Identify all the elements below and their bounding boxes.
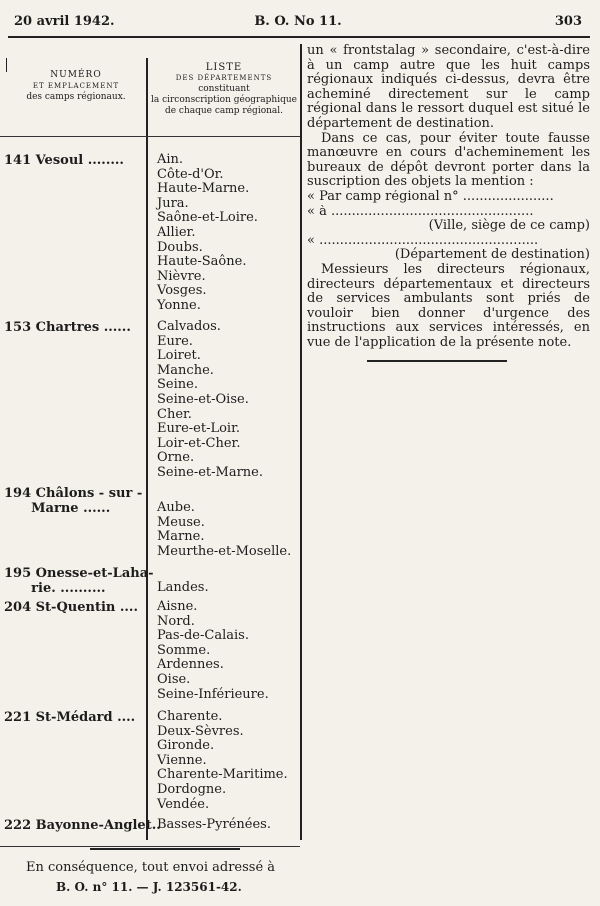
header-page-number: 303 — [554, 14, 582, 29]
department-item: Vendée. — [157, 796, 210, 812]
department-item: Eure-et-Loir. — [157, 421, 241, 437]
department-item: Ardennes. — [157, 657, 224, 673]
department-item: Pas-de-Calais. — [157, 628, 249, 644]
table-column-divider — [146, 58, 148, 840]
department-item: Vienne. — [157, 752, 207, 768]
department-item: Oise. — [157, 671, 191, 687]
department-group — [157, 710, 288, 812]
footer-signature: B. O. n° 11. — J. 123561-42. — [56, 880, 242, 894]
paragraph-2: Dans ce cas, pour éviter toute fausse manœuvre en cours d'acheminement les bureaux de dépôt devront porter dans la suscription des objets la mention : — [307, 130, 590, 190]
department-item: Landes. — [157, 580, 209, 595]
department-item: Aisne. — [157, 599, 198, 614]
footer-continuation-text: En conséquence, tout envoi adressé à — [26, 860, 276, 875]
paragraph-1: un « frontstalag » secondaire, c'est-à-dire à un camp autre que les huit camps régionaux indiqués ci-dessus, devra être acheminé directement sur le camp régional dans le ressort duquel est situé le département de destination. — [307, 43, 590, 131]
department-item: Calvados. — [157, 319, 221, 334]
notice-text — [307, 44, 590, 362]
department-item: Somme. — [157, 642, 211, 658]
department-item: Meuse. — [157, 514, 205, 530]
col2-header: LISTE DES DÉPARTEMENTS constituant la circonscription géographique de chaque camp régional. — [150, 62, 297, 116]
department-item: Nord. — [157, 613, 195, 629]
camp-label: 222 Bayonne-Anglet.. — [4, 818, 161, 833]
camp-label: 141 Vesoul ........ — [4, 153, 124, 168]
table-right-border — [300, 44, 302, 840]
department-item: Loir-et-Cher. — [157, 435, 241, 451]
department-item: Haute-Saône. — [157, 254, 247, 270]
department-item: Charente. — [157, 709, 223, 724]
department-item: Cher. — [157, 406, 192, 422]
department-item: Ain. — [157, 152, 184, 167]
department-item: Seine-Inférieure. — [157, 686, 269, 702]
department-item: Loiret. — [157, 348, 201, 364]
mention-caption-1: (Ville, siège de ce camp) — [428, 218, 590, 234]
camps-table — [0, 58, 302, 840]
closing-rule — [367, 360, 507, 362]
paragraph-3: Messieurs les directeurs régionaux, directeurs départementaux et directeurs de services ambulants sont priés de vouloir bien donner d'urgence des instructions aux services intéressés, en vue de l'application de la présente note. — [307, 261, 590, 350]
department-item: Marne. — [157, 529, 205, 545]
department-item: Allier. — [157, 224, 196, 240]
department-item: Yonne. — [157, 297, 201, 313]
header-date: 20 avril 1942. — [14, 14, 115, 29]
mention-line-1: « Par camp régional n° ...................... — [307, 189, 554, 204]
header-bulletin: B. O. No 11. — [254, 14, 342, 29]
camp-label: 221 St-Médard .... — [4, 710, 136, 725]
department-item: Basses-Pyrénées. — [157, 817, 271, 832]
camp-label: 153 Chartres ...... — [4, 320, 131, 335]
department-item: Haute-Marne. — [157, 181, 250, 197]
header-rule — [8, 36, 590, 38]
mention-line-2: « à ................................................. — [307, 204, 534, 219]
camp-label: 204 St-Quentin .... — [4, 600, 138, 615]
department-item: Manche. — [157, 362, 214, 378]
header-underline — [0, 136, 300, 137]
department-item: Doubs. — [157, 239, 203, 255]
camp-label: 194 Châlons - sur - Marne ...... — [4, 486, 143, 516]
mention-caption-2: (Département de destination) — [394, 247, 590, 263]
department-item: Seine. — [157, 377, 198, 393]
table-bottom-rule — [0, 846, 300, 847]
table-left-tick — [6, 58, 7, 72]
department-item: Seine-et-Marne. — [157, 464, 263, 480]
col1-header: NUMÉRO ET EMPLACEMENT des camps régionaux. — [26, 70, 126, 102]
mention-line-3: « ..................................................... — [307, 233, 539, 248]
department-item: Eure. — [157, 333, 193, 349]
footer-rule — [90, 848, 240, 850]
department-item: Deux-Sèvres. — [157, 723, 244, 739]
department-group — [157, 320, 263, 481]
department-item: Vosges. — [157, 283, 207, 299]
department-group — [157, 600, 269, 702]
department-item: Seine-et-Oise. — [157, 391, 249, 407]
department-group — [157, 818, 271, 833]
camp-label: 195 Onesse-et-Laha- rie. .......... — [4, 566, 154, 596]
department-group — [157, 153, 258, 314]
department-item: Meurthe-et-Moselle. — [157, 543, 292, 559]
department-item: Gironde. — [157, 738, 215, 754]
department-item: Orne. — [157, 450, 195, 466]
department-group — [157, 581, 209, 596]
department-item: Jura. — [157, 195, 189, 211]
page-header — [14, 12, 582, 34]
department-item: Dordogne. — [157, 781, 227, 797]
department-item: Côte-d'Or. — [157, 166, 224, 182]
department-group — [157, 501, 291, 559]
department-item: Aube. — [157, 500, 195, 515]
department-item: Saône-et-Loire. — [157, 210, 258, 226]
department-item: Charente-Maritime. — [157, 767, 288, 783]
department-item: Nièvre. — [157, 268, 206, 284]
